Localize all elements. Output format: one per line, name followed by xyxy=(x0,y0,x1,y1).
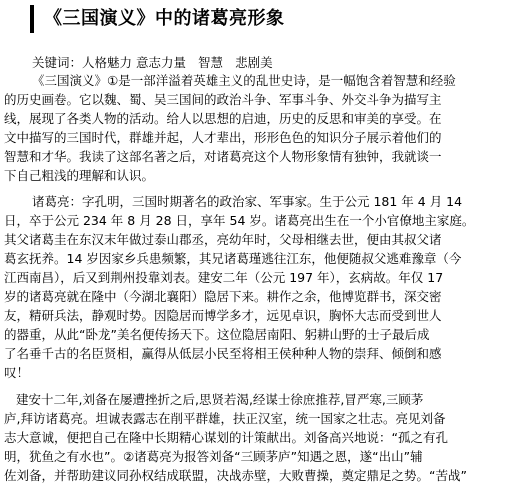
keywords-label: 关键词： xyxy=(32,55,83,70)
text-line: 江西南昌），后又到荆州投靠刘表。建安二年（公元 197 年），玄病故。年仅 17 xyxy=(4,270,444,285)
text-line: 的器重，从此“卧龙”美名便传扬天下。这位隐居南阳、躬耕山野的士子最后成 xyxy=(4,327,430,342)
title-accent-bar xyxy=(30,5,34,33)
page-cutoff xyxy=(0,496,517,502)
text-line: 线，展现了各类人物的活动。给人以思想的启迪，历史的反思和审美的享受。在 xyxy=(4,111,442,126)
text-line: 友，精研兵法，静观时势。因隐居而博学多才，远见卓识，胸怀大志而受到世人 xyxy=(4,308,442,323)
keyword-item: 智慧 xyxy=(198,55,224,70)
text-line: 下自己粗浅的理解和认识。 xyxy=(4,168,155,183)
page-title: 《三国演义》中的诸葛亮形象 xyxy=(44,8,285,29)
text-line: 文中描写的三国时代，群雄并起，人才辈出，形形色色的知识分子展示着他们的 xyxy=(4,130,442,145)
text-line: 庐,拜访诸葛亮。坦诚表露志在削平群雄，扶正汉室，统一国家之壮志。亮见刘备 xyxy=(4,411,446,426)
keyword-item: 人格魅力 xyxy=(82,55,133,70)
text-line: 志大意诚，便把自己在隆中长期精心谋划的计策献出。刘备高兴地说：“孤之有孔 xyxy=(4,430,448,445)
text-line: 其父诸葛圭在东汉末年做过泰山郡丞，亮幼年时，父母相继去世，便由其叔父诸 xyxy=(4,232,442,247)
text-line: 的历史画卷。它以魏、蜀、吴三国间的政治斗争、军事斗争、外交斗争为描写主 xyxy=(4,92,442,107)
text-line: 智慧和才华。我读了这部名著之后，对诸葛亮这个人物形象情有独钟，我就谈一 xyxy=(4,149,442,164)
text-line: 诸葛亮：字孔明，三国时期著名的政治家、军事家。生于公元 181 年 4 月 14 xyxy=(32,194,463,209)
keyword-item: 意志力量 xyxy=(136,55,187,70)
text-line: 葛玄抚养。14 岁因家乡兵患频繁，其兄诸葛瑾逃往江东，他便随叔父逃难豫章（今 xyxy=(4,251,462,266)
text-line: 明，犹鱼之有水也”。②诸葛亮为报答刘备“三顾茅庐”知遇之恩，遂“出山”辅 xyxy=(4,449,423,464)
keyword-item: 悲剧美 xyxy=(235,55,273,70)
text-line: 岁的诸葛亮就在隆中（今湖北襄阳）隐居下来。耕作之余，他博览群书，深交密 xyxy=(4,289,442,304)
text-line: 《三国演义》①是一部洋溢着英雄主义的乱世史诗，是一幅饱含着智慧和经验 xyxy=(32,73,456,88)
text-line: 佐刘备，并帮助建议同孙权结成联盟，决战赤壁，大败曹操，奠定鼎足之势。“苦战” xyxy=(4,468,467,483)
text-line: 建安十二年,刘备在屡遭挫折之后,思贤若渴,经谋士徐庶推荐,冒严寒,三顾茅 xyxy=(16,392,424,407)
text-line: 了名垂千古的名臣贤相，赢得从低层小民至将相王侯种种人物的崇拜、倾倒和感 xyxy=(4,346,442,361)
text-line: 日，卒于公元 234 年 8 月 28 日，享年 54 岁。诸葛亮出生在一个小官僚地主家庭。 xyxy=(4,213,475,228)
text-line: 叹！ xyxy=(4,365,30,380)
keywords-row xyxy=(32,54,273,72)
